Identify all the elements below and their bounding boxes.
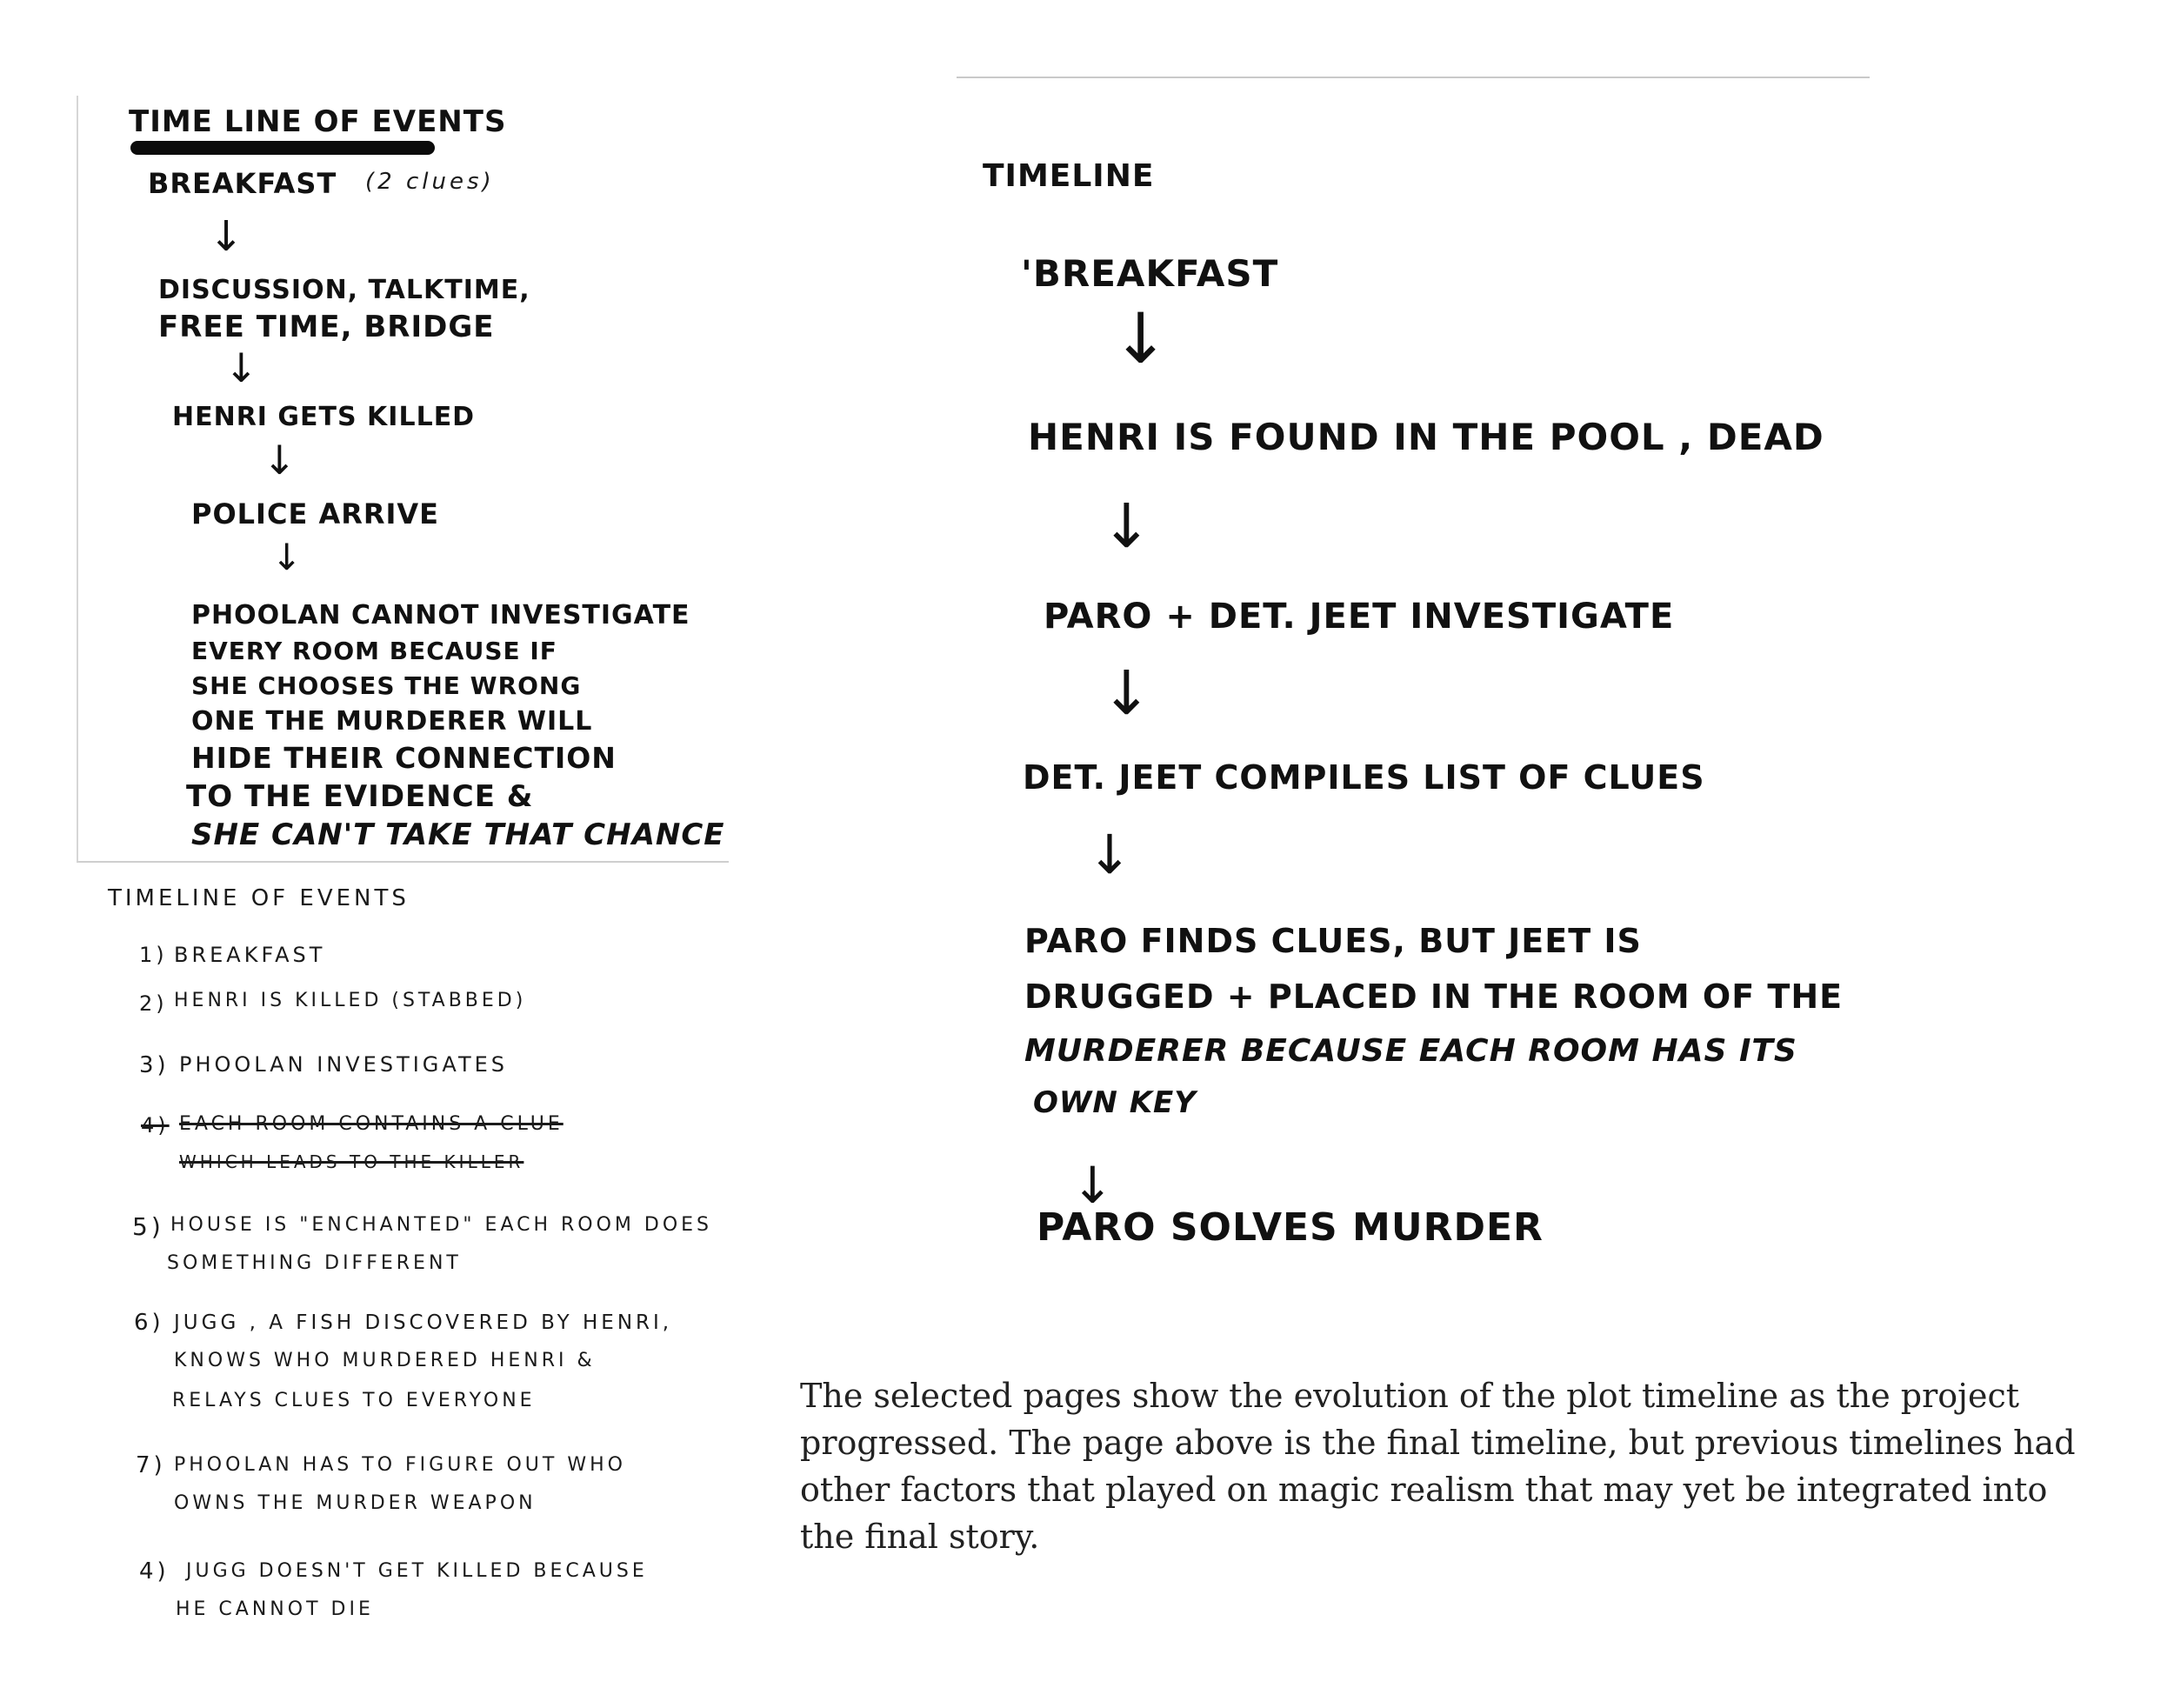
- sheet-a-arrow-1: ↓: [209, 212, 244, 261]
- sheet-a-arrow-4: ↓: [271, 536, 303, 578]
- sheet-b-item-5-num: 5): [132, 1212, 164, 1241]
- sheet-b-item-7-line1: PHOOLAN HAS TO FIGURE OUT WHO: [174, 1454, 626, 1476]
- sheet-c-step-investigate: PARO + DET. JEET INVESTIGATE: [1044, 597, 1675, 637]
- sheet-b-item-2-line1: HENRI IS KILLED (STABBED): [174, 990, 527, 1011]
- sheet-a-arrow-2: ↓: [224, 344, 258, 391]
- sheet-c-step-drugged-line4: OWN KEY: [1033, 1085, 1197, 1120]
- sheet-c-arrow-1: ↓: [1111, 298, 1170, 379]
- sheet-b-title: TIMELINE OF EVENTS: [108, 885, 410, 911]
- sheet-a-step-phoolan-line2: EVERY ROOM BECAUSE IF: [191, 637, 557, 665]
- sheet-c-step-compiles: DET. JEET COMPILES LIST OF CLUES: [1023, 758, 1705, 797]
- sheet-c-arrow-2: ↓: [1101, 490, 1152, 562]
- sheet-b-item-3-line1: PHOOLAN INVESTIGATES: [179, 1052, 509, 1077]
- sheet-b-item-6-num: 6): [134, 1310, 164, 1336]
- sheet-a-step-phoolan-line3: SHE CHOOSES THE WRONG: [191, 671, 582, 700]
- sheet-c-step-drugged-line3: MURDERER BECAUSE EACH ROOM HAS ITS: [1024, 1033, 1797, 1069]
- timeline-sheet-final: [957, 77, 1870, 1296]
- sheet-a-step-phoolan-line4: ONE THE MURDERER WILL: [191, 706, 593, 737]
- sheet-a-step-breakfast: BREAKFAST: [148, 167, 337, 200]
- sheet-b-item-8-line1: JUGG DOESN'T GET KILLED BECAUSE: [186, 1560, 648, 1582]
- sheet-b-item-6-line3: RELAYS CLUES TO EVERYONE: [172, 1390, 536, 1411]
- sheet-c-step-henri-found: HENRI IS FOUND IN THE POOL , DEAD: [1028, 416, 1824, 458]
- sheet-a-title: TIME LINE OF EVENTS: [129, 104, 507, 139]
- caption-paragraph: The selected pages show the evolution of the plot timeline as the project progressed. The page above is the final timeline, but previous timelines had other factors that played on magic realism that may yet be integrated into the final story.: [800, 1377, 2076, 1556]
- sheet-c-arrow-3: ↓: [1101, 657, 1152, 729]
- sheet-b-item-4-num: 4): [141, 1113, 170, 1138]
- sheet-a-step-phoolan-line5: HIDE THEIR CONNECTION: [191, 741, 617, 775]
- sheet-c-step-breakfast: 'BREAKFAST: [1021, 252, 1279, 295]
- sheet-a-step-breakfast-note: (2 clues): [365, 169, 495, 195]
- sheet-c-arrow-4: ↓: [1087, 823, 1132, 886]
- sheet-b-item-3-num: 3): [139, 1052, 170, 1078]
- sheet-b-item-8-line2: HE CANNOT DIE: [176, 1598, 374, 1620]
- sheet-a-step-henri-killed: HENRI GETS KILLED: [172, 402, 476, 432]
- sheet-a-arrow-3: ↓: [263, 437, 297, 484]
- sheet-a-step-phoolan-line7: SHE CAN'T TAKE THAT CHANCE: [191, 817, 725, 852]
- sheet-c-step-solves: PARO SOLVES MURDER: [1037, 1205, 1544, 1250]
- sheet-b-item-1-num: 1): [139, 943, 168, 967]
- sheet-b-item-5-line2: SOMETHING DIFFERENT: [167, 1252, 462, 1274]
- timeline-sheet-numbered: [77, 863, 727, 1645]
- sheet-b-item-5-line1: HOUSE IS "ENCHANTED" EACH ROOM DOES: [170, 1214, 713, 1236]
- sheet-b-item-2-num: 2): [139, 991, 168, 1016]
- sheet-b-item-8-num: 4): [139, 1558, 170, 1585]
- sheet-c-step-drugged-line2: DRUGGED + PLACED IN THE ROOM OF THE: [1024, 977, 1844, 1016]
- sheet-a-step-police: POLICE ARRIVE: [191, 497, 440, 530]
- timeline-sheet-first: [77, 96, 729, 863]
- sheet-a-step-discussion-line2: FREE TIME, BRIDGE: [158, 310, 495, 344]
- sheet-b-item-7-num: 7): [136, 1452, 166, 1478]
- sheet-c-title: TIMELINE: [983, 158, 1155, 194]
- sheet-b-item-4-line1: EACH ROOM CONTAINS A CLUE: [179, 1113, 564, 1135]
- sheet-a-step-phoolan-line1: PHOOLAN CANNOT INVESTIGATE: [191, 600, 690, 630]
- sheet-c-arrow-5: ↓: [1071, 1156, 1114, 1215]
- sheet-b-item-6-line2: KNOWS WHO MURDERED HENRI &: [174, 1350, 596, 1371]
- sheet-a-step-phoolan-line6: TO THE EVIDENCE &: [186, 779, 534, 814]
- sheet-a-title-underline: [130, 141, 435, 155]
- sheet-b-item-4-line2: WHICH LEADS TO THE KILLER: [179, 1151, 524, 1172]
- sheet-a-step-discussion-line1: DISCUSSION, TALKTIME,: [158, 275, 530, 305]
- sheet-b-item-6-line1: JUGG , A FISH DISCOVERED BY HENRI,: [174, 1311, 673, 1334]
- sheet-c-step-drugged-line1: PARO FINDS CLUES, BUT JEET IS: [1024, 922, 1642, 960]
- sheet-b-item-7-line2: OWNS THE MURDER WEAPON: [174, 1492, 537, 1514]
- sheet-b-item-1-line1: BREAKFAST: [174, 943, 326, 967]
